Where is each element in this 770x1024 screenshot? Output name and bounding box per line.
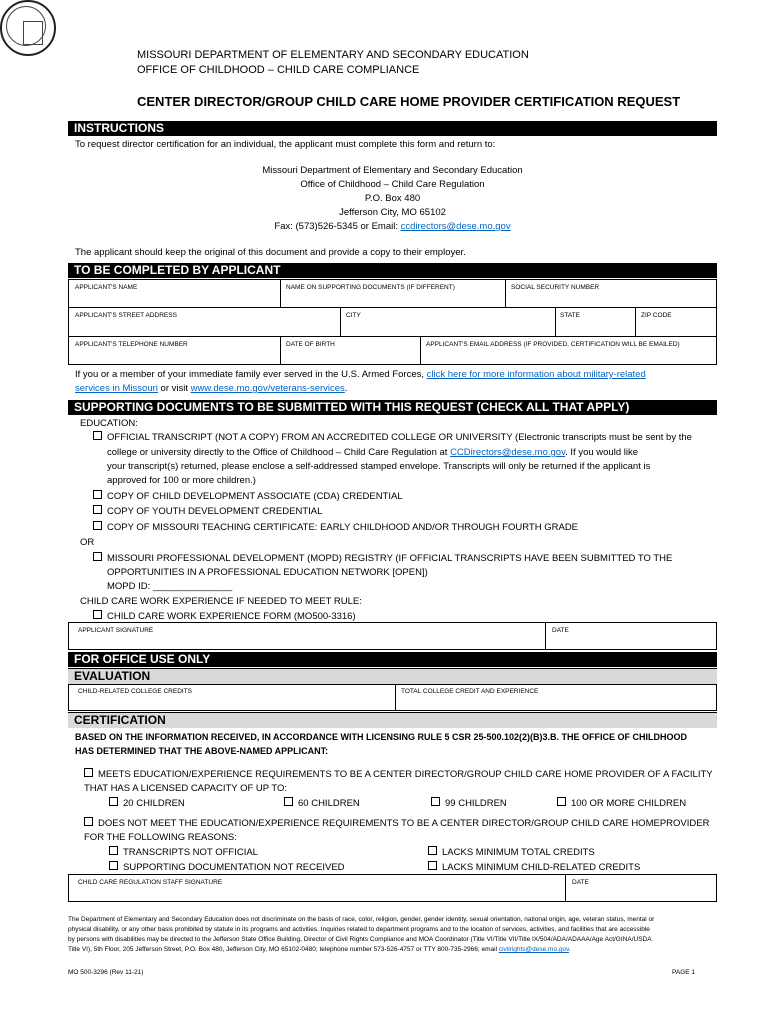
city-field[interactable]: CITY <box>346 312 361 319</box>
address-line: P.O. Box 480 <box>364 193 421 204</box>
checkbox[interactable] <box>557 797 566 806</box>
option-text: 60 CHILDREN <box>298 798 360 809</box>
reason-child-credits-option[interactable] <box>428 861 640 875</box>
checkbox[interactable] <box>109 846 118 855</box>
checkbox[interactable] <box>84 768 93 777</box>
applicant-name-field[interactable]: APPLICANT'S NAME <box>75 284 138 291</box>
keep-original-note: The applicant should keep the original of this document and provide a copy to their employer. <box>75 247 466 258</box>
college-credits-field[interactable]: CHILD-RELATED COLLEGE CREDITS <box>78 688 193 695</box>
option-text: COPY OF YOUTH DEVELOPMENT CREDENTIAL <box>107 506 323 517</box>
cda-option[interactable] <box>93 490 403 504</box>
fax-email-line <box>68 220 717 234</box>
military-services-link[interactable]: click here for more information about military-related <box>426 369 646 380</box>
supporting-name-field[interactable]: NAME ON SUPPORTING DOCUMENTS (IF DIFFERENT) <box>286 284 455 291</box>
certification-basis <box>75 730 687 758</box>
option-text: 20 CHILDREN <box>123 798 185 809</box>
teaching-cert-option[interactable] <box>93 521 578 535</box>
supporting-docs-heading: SUPPORTING DOCUMENTS TO BE SUBMITTED WITH THIS REQUEST (CHECK ALL THAT APPLY) <box>68 400 717 415</box>
footer-line <box>68 945 718 955</box>
checkbox[interactable] <box>431 797 440 806</box>
checkbox[interactable] <box>93 490 102 499</box>
checkbox[interactable] <box>84 817 93 826</box>
footer-line: physical disability, or any other basis prohibited by statute in its programs and activities. Inquiries related to department programs and to the location of services, activities, and facilities that are accessible <box>68 926 650 933</box>
meets-requirements-option[interactable] <box>84 768 713 782</box>
dob-field[interactable]: DATE OF BIRTH <box>286 341 335 348</box>
ssn-field[interactable]: SOCIAL SECURITY NUMBER <box>511 284 600 291</box>
agency-name <box>137 48 529 78</box>
option-text: OFFICIAL TRANSCRIPT (NOT A COPY) FROM AN ACCREDITED COLLEGE OR UNIVERSITY (Electronic transcripts must be sent by the <box>107 432 692 443</box>
veterans-services-link[interactable]: www.dese.mo.gov/veterans-services <box>190 383 345 394</box>
reason-total-credits-option[interactable] <box>428 846 595 860</box>
text: . If you would like <box>565 447 638 458</box>
option-text: 99 CHILDREN <box>445 798 507 809</box>
state-field[interactable]: STATE <box>560 312 580 319</box>
total-credits-field[interactable]: TOTAL COLLEGE CREDIT AND EXPERIENCE <box>401 688 539 695</box>
checkbox[interactable] <box>428 846 437 855</box>
option-text: TRANSCRIPTS NOT OFFICIAL <box>123 847 258 858</box>
veterans-line-1 <box>75 368 646 382</box>
checkbox[interactable] <box>109 797 118 806</box>
staff-date-field[interactable]: DATE <box>572 879 589 886</box>
period: . <box>344 383 348 394</box>
military-services-link-cont[interactable]: services in Missouri <box>75 383 158 394</box>
text: . <box>568 946 571 953</box>
capacity-100-option[interactable] <box>557 797 686 811</box>
option-text: COPY OF MISSOURI TEACHING CERTIFICATE: EARLY CHILDHOOD AND/OR THROUGH FOURTH GRADE <box>107 522 579 533</box>
option-text: SUPPORTING DOCUMENTATION NOT RECEIVED <box>123 862 345 873</box>
return-address <box>68 164 717 234</box>
basis-line: HAS DETERMINED THAT THE ABOVE-NAMED APPLICANT: <box>75 746 329 756</box>
street-address-field[interactable]: APPLICANT'S STREET ADDRESS <box>75 312 177 319</box>
capacity-20-option[interactable] <box>109 797 185 811</box>
option-text: MISSOURI PROFESSIONAL DEVELOPMENT (MOPD) REGISTRY (IF OFFICIAL TRANSCRIPTS HAVE BEEN SUBMITTED TO THE <box>107 553 673 564</box>
state-seal-icon <box>0 0 56 56</box>
not-meet-line-2: FOR THE FOLLOWING REASONS: <box>84 832 237 843</box>
checkbox[interactable] <box>93 505 102 514</box>
transcript-line-4: approved for 100 or more children.) <box>107 475 256 486</box>
experience-label: CHILD CARE WORK EXPERIENCE IF NEEDED TO MEET RULE: <box>80 596 362 607</box>
text: college or university directly to the Office of Childhood – Child Care Regulation at <box>107 447 451 458</box>
page-title: CENTER DIRECTOR/GROUP CHILD CARE HOME PROVIDER CERTIFICATION REQUEST <box>137 94 681 109</box>
checkbox[interactable] <box>93 521 102 530</box>
fax-text: Fax: (573)526-5345 or Email: <box>274 221 401 232</box>
option-text: DOES NOT MEET THE EDUCATION/EXPERIENCE REQUIREMENTS TO BE A CENTER DIRECTOR/GROUP CHILD CARE HOMEPROVIDER <box>98 818 710 829</box>
veterans-text: or visit <box>157 383 191 394</box>
not-meet-option[interactable] <box>84 817 709 831</box>
checkbox[interactable] <box>109 861 118 870</box>
evaluation-heading: EVALUATION <box>68 668 717 684</box>
veterans-text: If you or a member of your immediate family ever served in the U.S. Armed Forces, <box>75 369 427 380</box>
nondiscrimination-statement <box>68 915 718 955</box>
ccdirectors-email-link[interactable]: CCDirectors@dese.mo.gov <box>450 447 566 458</box>
agency-line-1: MISSOURI DEPARTMENT OF ELEMENTARY AND SECONDARY EDUCATION <box>137 49 529 61</box>
address-line: Office of Childhood – Child Care Regulation <box>300 179 485 190</box>
email-field[interactable]: APPLICANT'S EMAIL ADDRESS (IF PROVIDED, CERTIFICATION WILL BE EMAILED) <box>426 341 680 348</box>
agency-line-2: OFFICE OF CHILDHOOD – CHILD CARE COMPLIANCE <box>137 64 420 76</box>
footer-line: The Department of Elementary and Secondary Education does not discriminate on the basis of race, color, religion, gender, gender identity, sexual orientation, national origin, age, veteran status, mental or <box>68 916 655 923</box>
mopd-line-2: OPPORTUNITIES IN A PROFESSIONAL EDUCATION NETWORK [OPEN]) <box>107 567 428 578</box>
applicant-heading: TO BE COMPLETED BY APPLICANT <box>68 263 717 278</box>
mopd-option[interactable] <box>93 552 672 566</box>
capacity-60-option[interactable] <box>284 797 360 811</box>
text: Title VI), 5th Floor, 205 Jefferson Street, P.O. Box 480, Jefferson City, MO 65102-0480; telephone number 573-526-4757 or TTY 800-735-2966; email <box>68 946 499 953</box>
checkbox[interactable] <box>93 552 102 561</box>
option-text: COPY OF CHILD DEVELOPMENT ASSOCIATE (CDA) CREDENTIAL <box>107 491 403 502</box>
applicant-date-field[interactable]: DATE <box>552 627 569 634</box>
staff-signature-field[interactable]: CHILD CARE REGULATION STAFF SIGNATURE <box>78 879 223 886</box>
capacity-99-option[interactable] <box>431 797 507 811</box>
transcript-line-3: your transcript(s) returned, please enclose a self-addressed stamped envelope. Transcripts will only be returned if the applicant is <box>107 461 651 472</box>
reason-transcripts-option[interactable] <box>109 846 258 860</box>
form-number: MO 500-3296 (Rev 11-21) <box>68 969 144 976</box>
address-line: Missouri Department of Elementary and Secondary Education <box>262 165 523 176</box>
veterans-line-2 <box>75 382 347 396</box>
instructions-heading: INSTRUCTIONS <box>68 121 717 136</box>
address-line: Jefferson City, MO 65102 <box>339 207 446 218</box>
meets-line-2: THAT HAS A LICENSED CAPACITY OF UP TO: <box>84 783 288 794</box>
applicant-signature-field[interactable]: APPLICANT SIGNATURE <box>78 627 154 634</box>
transcript-line-2 <box>107 446 638 460</box>
option-text: 100 OR MORE CHILDREN <box>571 798 687 809</box>
basis-line: BASED ON THE INFORMATION RECEIVED, IN ACCORDANCE WITH LICENSING RULE 5 CSR 25-500.102(2)(B)3.B. THE OFFICE OF CHILDHOOD <box>75 732 688 742</box>
youth-option[interactable] <box>93 505 322 519</box>
option-text: CHILD CARE WORK EXPERIENCE FORM (MO500-3316) <box>107 611 356 622</box>
or-label: OR <box>80 537 95 548</box>
checkbox[interactable] <box>284 797 293 806</box>
mopd-id-field[interactable]: MOPD ID: _______________ <box>107 581 233 592</box>
office-use-heading: FOR OFFICE USE ONLY <box>68 652 717 667</box>
option-text: LACKS MINIMUM TOTAL CREDITS <box>442 847 595 858</box>
official-transcript-option[interactable] <box>93 431 692 445</box>
footer-line: by persons with disabilities may be directed to the Jefferson State Office Building, Director of Civil Rights Compliance and MOA Coordinator (Title VI/Title VII/Title IX/504/ADA/ADAAA/Age Act/GINA/USDA <box>68 936 652 943</box>
certification-heading: CERTIFICATION <box>68 712 717 728</box>
option-text: LACKS MINIMUM CHILD-RELATED CREDITS <box>442 862 641 873</box>
checkbox[interactable] <box>428 861 437 870</box>
instructions-intro: To request director certification for an individual, the applicant must complete this form and return to: <box>75 139 496 150</box>
checkbox[interactable] <box>93 431 102 440</box>
zip-field[interactable]: ZIP CODE <box>641 312 672 319</box>
reason-documentation-option[interactable] <box>109 861 345 875</box>
option-text: MEETS EDUCATION/EXPERIENCE REQUIREMENTS TO BE A CENTER DIRECTOR/GROUP CHILD CARE HOME PROVIDER OF A FACILITY <box>98 769 713 780</box>
ccdirectors-email-link[interactable]: ccdirectors@dese.mo.gov <box>400 221 511 232</box>
page-number: PAGE 1 <box>672 969 696 976</box>
applicant-signature-row <box>68 622 717 650</box>
civil-rights-email-link[interactable]: civilrights@dese.mo.gov <box>498 946 569 953</box>
education-label: EDUCATION: <box>80 418 138 429</box>
telephone-field[interactable]: APPLICANT'S TELEPHONE NUMBER <box>75 341 188 348</box>
checkbox[interactable] <box>93 610 102 619</box>
